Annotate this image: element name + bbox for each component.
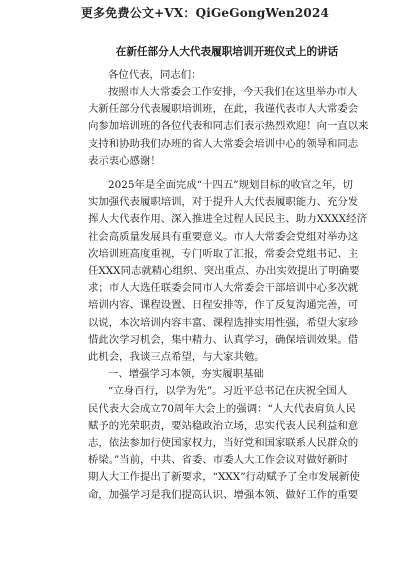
paragraph-line: 以说，本次培训内容丰富、课程选排实用性强，希望大家珍 <box>88 316 359 329</box>
paragraph-line: 次培训班高度重视，专门听取了汇报，常委会党组书记、主 <box>88 247 359 260</box>
paragraph-line: 此机会，我谈三点希望，与大家共勉。 <box>88 351 265 364</box>
salutation: 各位代表，同志们： <box>108 69 202 81</box>
paragraph-line: 一、增强学习本领，夯实履职基础 <box>108 368 264 381</box>
paragraph-line: 任XXX同志就精心组织、突出重点、办出实效提出了明确要 <box>88 265 360 278</box>
paragraph-line: 民代表大会成立70周年大会上的强调：“人大代表肩负人民 <box>88 402 356 415</box>
paragraph <box>88 383 366 503</box>
document-title: 在新任部分人大代表履职培训开班仪式上的讲话 <box>115 46 339 58</box>
document-body <box>88 84 369 504</box>
paragraph-line: 桥梁。”当前，中共、省委、市委人大工作会议对做好新时 <box>88 454 348 467</box>
paragraph-line: 表示衷心感谢！ <box>88 154 161 167</box>
paragraph <box>88 366 366 383</box>
paragraph-line: 挥人大代表作用、深入推进全过程人民民主、助力XXXX经济 <box>88 213 367 226</box>
paragraph-line: 期人大工作提出了新要求，“XXX”行动赋予了全市发展新使 <box>88 471 360 484</box>
promo-banner: 更多免费公文+VX：QiGeGongWen2024 <box>80 6 330 20</box>
paragraph-line: 向参加培训班的各位代表和同志们表示热烈欢迎！向一直以来 <box>88 120 369 133</box>
paragraph-line: 社会高质量发展具有重要意义。市人大常委会党组对举办这 <box>88 230 359 243</box>
paragraph <box>88 84 369 170</box>
paragraph-line: 志，依法参加行使国家权力，当好党和国家联系人民群众的 <box>88 437 359 450</box>
paragraph-line: 实加强代表履职培训，对于提升人大代表履职能力、充分发 <box>88 196 359 209</box>
paragraph-line: 求；市人大选任联委会同市人大常委会干部培训中心多次就 <box>88 282 359 295</box>
paragraph-line: 赋予的光荣职责，要站稳政治立场，忠实代表人民利益和意 <box>88 419 359 432</box>
paragraph-line: 按照市人大常委会工作安排，今天我们在这里举办市人 <box>108 86 358 98</box>
paragraph-line: 培训内容、课程设置、日程安排等，作了反复沟通完善，可 <box>88 299 359 312</box>
paragraph <box>88 177 366 366</box>
paragraph-line: 支持和协助我们办班的省人大常委会培训中心的领导和同志 <box>88 137 359 150</box>
paragraph-line: 大新任部分代表履职培训班，在此，我谨代表市人大常委会 <box>88 103 359 116</box>
paragraph-line: 2025年是全面完成“十四五”规划目标的收官之年，切 <box>108 179 353 192</box>
paragraph-line: 命，加强学习是我们提高认识、增强本领、做好工作的重要 <box>88 488 359 501</box>
document-page <box>88 44 369 504</box>
paragraph-line: 惜此次学习机会，集中精力、认真学习，确保培训效果。借 <box>88 333 359 346</box>
paragraph-line: “立身百行，以学为先”。习近平总书记在庆祝全国人 <box>108 385 348 398</box>
